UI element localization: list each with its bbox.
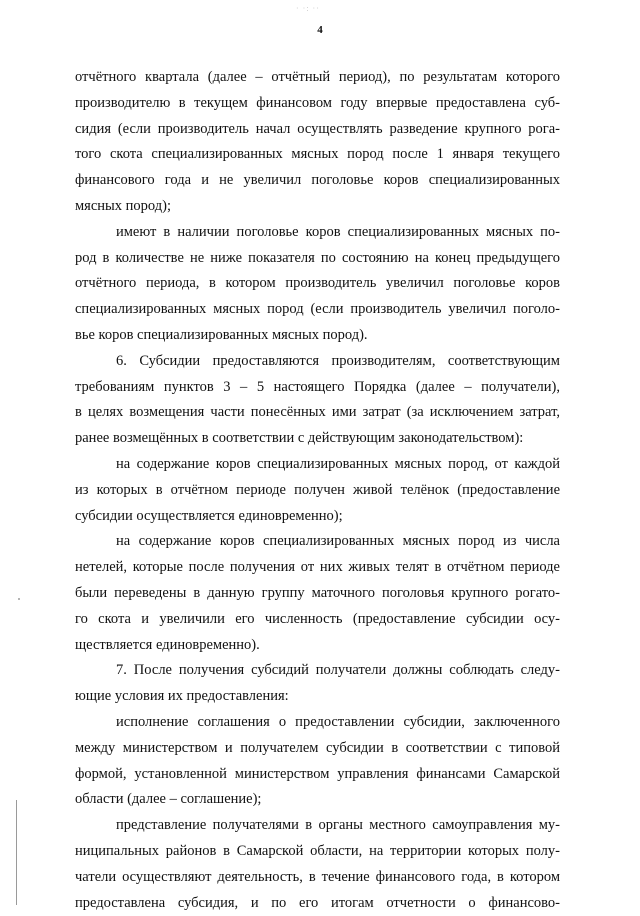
text-line: ющие условия их предоставления: — [75, 684, 560, 710]
text-line: из которых в отчётном периоде получен живой телёнок (предоставление — [75, 478, 560, 504]
text-line: были переведены в данную группу маточного поголовья крупного рогато- — [75, 581, 560, 607]
text-line: отчётного периода, в котором производитель увеличил поголовье коров — [75, 271, 560, 297]
text-line: области (далее – соглашение); — [75, 787, 560, 813]
text-line: ранее возмещённых в соответствии с действующим законодательством): — [75, 426, 560, 452]
text-line: на содержание коров специализированных мясных пород из числа — [75, 529, 560, 555]
text-line: сидия (если производитель начал осуществлять разведение крупного рога- — [75, 117, 560, 143]
text-line: имеют в наличии поголовье коров специализированных мясных по- — [75, 220, 560, 246]
text-line: чатели осуществляют деятельность, в течение финансового года, в котором — [75, 865, 560, 891]
text-line: ниципальных районов в Самарской области, на территории которых полу- — [75, 839, 560, 865]
text-line: мясных пород); — [75, 194, 560, 220]
scan-speck — [18, 598, 20, 600]
scan-edge-line — [16, 800, 17, 905]
page-number: 4 — [300, 24, 340, 36]
text-line: в целях возмещения части понесённых ими затрат (за исключением затрат, — [75, 400, 560, 426]
text-line: производителю в текущем финансовом году впервые предоставлена суб- — [75, 91, 560, 117]
text-line: между министерством и получателем субсидии в соответствии с типовой — [75, 736, 560, 762]
text-line: предоставлена субсидия, и по его итогам отчетности о финансово- — [75, 891, 560, 916]
text-line: вье коров специализированных мясных пород). — [75, 323, 560, 349]
text-line: представление получателями в органы местного самоуправления му- — [75, 813, 560, 839]
text-line: 6. Субсидии предоставляются производителям, соответствующим — [75, 349, 560, 375]
document-body — [75, 65, 560, 916]
scan-artifact: · ·: ·· — [296, 4, 320, 13]
text-line: специализированных мясных пород (если производитель увеличил поголо- — [75, 297, 560, 323]
text-line: 7. После получения субсидий получатели должны соблюдать следу- — [75, 658, 560, 684]
text-line: на содержание коров специализированных мясных пород, от каждой — [75, 452, 560, 478]
text-line: отчётного квартала (далее – отчётный период), по результатам которого — [75, 65, 560, 91]
text-line: род в количестве не ниже показателя по состоянию на конец предыдущего — [75, 246, 560, 272]
text-line: требованиям пунктов 3 – 5 настоящего Порядка (далее – получатели), — [75, 375, 560, 401]
text-line: субсидии осуществляется единовременно); — [75, 504, 560, 530]
text-line: финансового года и не увеличил поголовье коров специализированных — [75, 168, 560, 194]
text-line: ществляется единовременно). — [75, 633, 560, 659]
text-line: нетелей, которые после получения от них живых телят в отчётном периоде — [75, 555, 560, 581]
text-line: формой, установленной министерством управления финансами Самарской — [75, 762, 560, 788]
text-line: исполнение соглашения о предоставлении субсидии, заключенного — [75, 710, 560, 736]
text-line: того скота специализированных мясных пород после 1 января текущего — [75, 142, 560, 168]
text-line: го скота и увеличили его численность (предоставление субсидии осу- — [75, 607, 560, 633]
